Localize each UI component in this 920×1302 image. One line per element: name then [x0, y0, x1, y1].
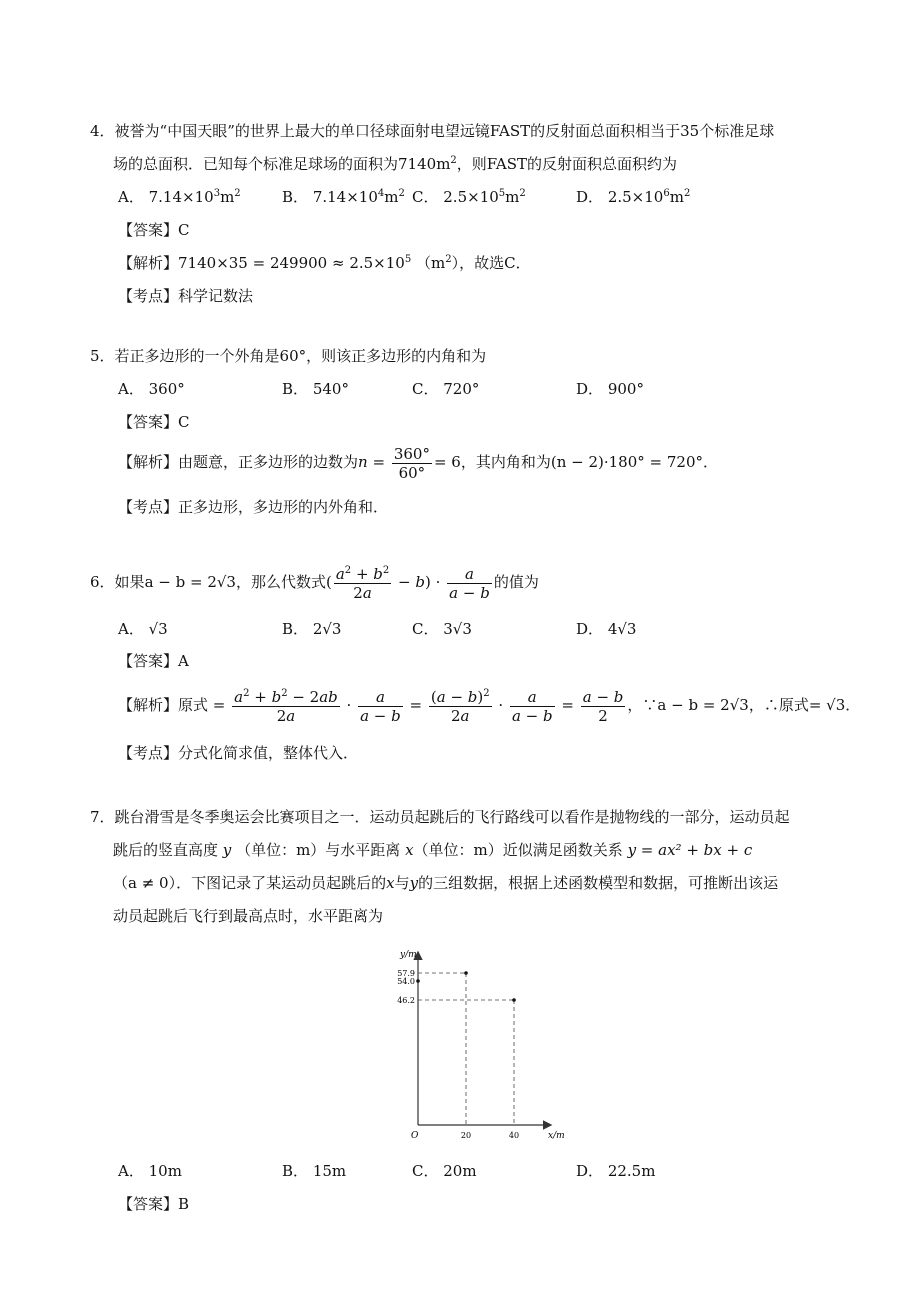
option-exponent: 6	[663, 188, 670, 199]
data-point-2	[512, 998, 516, 1002]
frac-denominator: a − b	[449, 583, 490, 602]
q7-line3	[113, 872, 778, 894]
analysis-tag: 【解析】	[118, 696, 179, 714]
x-tick-label: 40	[508, 1131, 520, 1140]
q7-line4	[113, 905, 383, 927]
point-tag: 【考点】	[118, 498, 179, 516]
q4-line1	[90, 120, 774, 142]
option-label: C．	[412, 380, 439, 398]
q4-text1: 被誉为“中国天眼”的世界上最大的单口径球面射电望远镜FAST的反射面总面积相当于35个标准足球	[114, 122, 775, 140]
option-unit-sup: 2	[234, 188, 241, 199]
answer-value: C	[178, 221, 190, 239]
condition-2: a − b = 2√3	[657, 696, 749, 714]
frac-numerator: a	[510, 688, 555, 707]
analysis-exp: 5	[404, 254, 412, 265]
point-tag: 【考点】	[118, 287, 179, 305]
q4-point	[118, 285, 253, 307]
q6-number: 6．	[90, 573, 115, 591]
option-value: 20m	[443, 1162, 477, 1180]
option-label: A．	[118, 620, 144, 638]
q5-option-a[interactable]	[118, 378, 185, 400]
y-var: y	[409, 874, 419, 892]
q6-option-b[interactable]	[282, 618, 341, 640]
option-label: D．	[576, 380, 604, 398]
q5-number: 5．	[90, 347, 115, 365]
q7-number: 7．	[90, 808, 115, 826]
frac-denominator: a − b	[360, 706, 401, 725]
analysis-unit: （m	[415, 254, 446, 272]
q4-option-d[interactable]	[576, 186, 690, 208]
q4-option-c[interactable]	[412, 186, 526, 208]
data-point-0	[416, 979, 420, 983]
y-var: y	[222, 841, 232, 859]
q4-answer	[118, 219, 190, 241]
analysis-frac4	[510, 688, 555, 725]
analysis-tag: 【解析】	[118, 254, 179, 272]
analysis-text-b: ，其内角和为	[460, 453, 551, 471]
frac-denominator: 2a	[276, 706, 296, 725]
option-label: B．	[282, 380, 309, 398]
analysis-frac3	[429, 688, 492, 725]
answer-value: C	[178, 413, 190, 431]
point-tag: 【考点】	[118, 744, 179, 762]
q6-frac2	[447, 565, 492, 602]
option-unit: m	[505, 188, 520, 206]
q7-option-d[interactable]	[576, 1160, 655, 1182]
answer-tag: 【答案】	[118, 413, 179, 431]
option-mantissa: 7.14×10	[312, 188, 378, 206]
q7-text2a: 跳后的竖直高度	[113, 841, 219, 859]
data-point-1	[464, 971, 468, 975]
analysis-tag: 【解析】	[118, 453, 179, 471]
option-label: B．	[282, 1162, 309, 1180]
q5-point	[118, 496, 388, 518]
option-exponent: 5	[498, 188, 506, 199]
answer-value: A	[178, 652, 189, 670]
option-mantissa: 7.14×10	[148, 188, 214, 206]
q6-mid: ，那么代数式	[235, 573, 326, 591]
option-value: 360°	[148, 380, 185, 398]
y-tick-label: 46.2	[397, 996, 415, 1005]
option-label: C．	[412, 188, 439, 206]
q5-option-d[interactable]	[576, 378, 644, 400]
option-exponent: 4	[377, 188, 385, 199]
option-label: C．	[412, 1162, 439, 1180]
q7-text2b: （单位：m）与水平距离	[236, 841, 401, 859]
option-value: 900°	[607, 380, 644, 398]
frac-denominator: 2a	[353, 583, 372, 602]
analysis-frac5	[581, 688, 626, 725]
q5-line1	[90, 345, 486, 367]
q7-option-b[interactable]	[282, 1160, 346, 1182]
option-label: B．	[282, 188, 309, 206]
inner-angle-expr: (n − 2)·180° = 720°．	[550, 453, 719, 471]
option-label: C．	[412, 620, 439, 638]
q6-option-d[interactable]	[576, 618, 636, 640]
option-value: 540°	[312, 380, 349, 398]
option-mantissa: 2.5×10	[607, 188, 664, 206]
frac-numerator: $a^2 + b^2$	[335, 564, 390, 583]
because: ，∵	[627, 696, 658, 714]
q7-text3a: （a ≠ 0）．下图记录了某运动员起跳后的	[113, 874, 387, 892]
point-value: 正多边形，多边形的内外角和．	[178, 498, 389, 516]
q5-analysis: 【解析】由题意，正多边形的边数为n = $\frac{360^\circ}{60^\circ}$ = 6，其内角和为(n − 2)·180° = 720°．	[118, 444, 719, 482]
option-exponent: 3	[213, 188, 221, 199]
answer-tag: 【答案】	[118, 652, 179, 670]
option-label: D．	[576, 1162, 604, 1180]
q4-number: 4．	[90, 122, 115, 140]
frac-numerator: 360°	[393, 444, 430, 463]
option-label: D．	[576, 188, 604, 206]
q4-text2b: ，则FAST的反射面积总面积约为	[456, 155, 678, 173]
q6-analysis: 【解析】原式 = $\frac{a^2 + b^2 - 2ab}{2a}$ · $\frac{a}{a - b}$ = $\frac{(a - b)^2}{2a}$ · $\frac{a}{a - b}$ = $\frac{a - b}{2}$ ，∵a − b = 2√3，∴原式= √3．	[118, 687, 861, 725]
q6-condition: a − b = 2√3	[144, 573, 236, 591]
with: 与	[394, 874, 410, 892]
q5-answer	[118, 411, 190, 433]
q4-line2	[113, 153, 677, 175]
option-value: 720°	[443, 380, 480, 398]
q5-option-c[interactable]	[412, 378, 479, 400]
option-label: D．	[576, 620, 604, 638]
n-variable: n	[358, 453, 368, 471]
answer-tag: 【答案】	[118, 1195, 179, 1213]
option-mantissa: 2.5×10	[443, 188, 499, 206]
q6-frac1	[334, 565, 391, 602]
frac-denominator: 2	[598, 706, 608, 725]
y-axis-label: y/m	[400, 950, 417, 960]
y-tick-label: 57.9	[397, 969, 415, 978]
analysis-text-a: 由题意，正多边形的边数为	[178, 453, 359, 471]
q4-option-a[interactable]	[118, 186, 241, 208]
point-value: 分式化简求值，整体代入．	[178, 744, 359, 762]
option-unit: m	[220, 188, 235, 206]
point-value: 科学记数法	[178, 287, 254, 305]
q7-text2c: （单位：m）近似满足函数关系	[413, 841, 623, 859]
frac-numerator: $(a - b)^2$	[430, 687, 490, 706]
q4-text2a: 场的总面积．已知每个标准足球场的面积为	[113, 155, 399, 173]
option-unit-sup: 2	[683, 188, 691, 199]
q7-text1: 跳台滑雪是冬季奥运会比赛项目之一．运动员起跳后的飞行路线可以看作是抛物线的一部分，运动员起	[114, 808, 790, 826]
x-tick-label: 20	[460, 1131, 472, 1140]
q6-line1: 6．如果a − b = 2√3，那么代数式( $\frac{a^2 + b^2}{2a}$ − b) · $\frac{a}{a - b}$ 的值为	[90, 564, 539, 602]
analysis-expr: 7140×35 = 249900 ≈ 2.5×10	[178, 254, 405, 272]
q4-analysis	[118, 252, 531, 274]
q5-option-b[interactable]	[282, 378, 349, 400]
analysis-frac2	[358, 688, 403, 725]
x-axis-label: x/m	[548, 1131, 565, 1141]
q7-line1	[90, 806, 790, 828]
q6-option-a[interactable]	[118, 618, 168, 640]
option-label: A．	[118, 380, 144, 398]
analysis-tail: ），故选C．	[451, 254, 531, 272]
option-label: A．	[118, 1162, 144, 1180]
therefore: ，∴原式	[748, 696, 809, 714]
option-value: 10m	[148, 1162, 182, 1180]
frac-numerator: a − b	[582, 687, 624, 706]
frac-numerator: a	[358, 688, 403, 707]
q6-option-c[interactable]	[412, 618, 472, 640]
frac-denominator: a − b	[511, 706, 553, 725]
analysis-frac1	[232, 688, 340, 725]
q6-answer	[118, 650, 189, 672]
q7-line2	[113, 839, 752, 861]
eq-six: = 6	[433, 453, 461, 471]
answer-tag: 【答案】	[118, 221, 179, 239]
q7-text3b: 的三组数据，根据上述函数模型和数据，可推断出该运	[418, 874, 779, 892]
q6-tail: 的值为	[493, 573, 539, 591]
option-value: 15m	[312, 1162, 347, 1180]
q6-lead: 如果	[114, 573, 145, 591]
result: = √3．	[808, 696, 861, 714]
orig-label: 原式	[178, 696, 209, 714]
option-value: 4√3	[607, 620, 637, 638]
option-unit: m	[384, 188, 399, 206]
q7-option-a[interactable]	[118, 1160, 182, 1182]
option-value: 3√3	[443, 620, 472, 638]
frac-denominator: 60°	[398, 463, 426, 482]
option-unit: m	[669, 188, 684, 206]
q4-area-sup: 2	[450, 155, 457, 166]
option-unit-sup: 2	[398, 188, 405, 199]
fraction-360-60	[392, 445, 432, 482]
x-var: x	[386, 874, 395, 892]
answer-value: B	[178, 1195, 190, 1213]
q7-function: y = ax² + bx + c	[627, 841, 753, 859]
frac-denominator: 2a	[450, 706, 470, 725]
y-tick-label: 54.0	[397, 977, 415, 986]
frac-numerator: $a^2 + b^2 - 2ab$	[234, 687, 338, 706]
option-value: √3	[148, 620, 168, 638]
option-label: B．	[282, 620, 309, 638]
q4-area: 7140m	[398, 155, 451, 173]
x-var: x	[405, 841, 414, 859]
option-unit-sup: 2	[519, 188, 526, 199]
q7-option-c[interactable]	[412, 1160, 477, 1182]
option-value: 2√3	[312, 620, 342, 638]
q4-option-b[interactable]	[282, 186, 405, 208]
analysis-unit-sup: 2	[445, 254, 452, 265]
trajectory-chart	[390, 945, 570, 1145]
q7-answer	[118, 1193, 189, 1215]
q5-text: 若正多边形的一个外角是60°，则该正多边形的内角和为	[114, 347, 487, 365]
option-label: A．	[118, 188, 144, 206]
origin-label: O	[411, 1131, 419, 1141]
q6-point	[118, 742, 358, 764]
frac-numerator: a	[447, 565, 492, 584]
q7-text4: 动员起跳后飞行到最高点时，水平距离为	[113, 907, 384, 925]
option-value: 22.5m	[607, 1162, 656, 1180]
